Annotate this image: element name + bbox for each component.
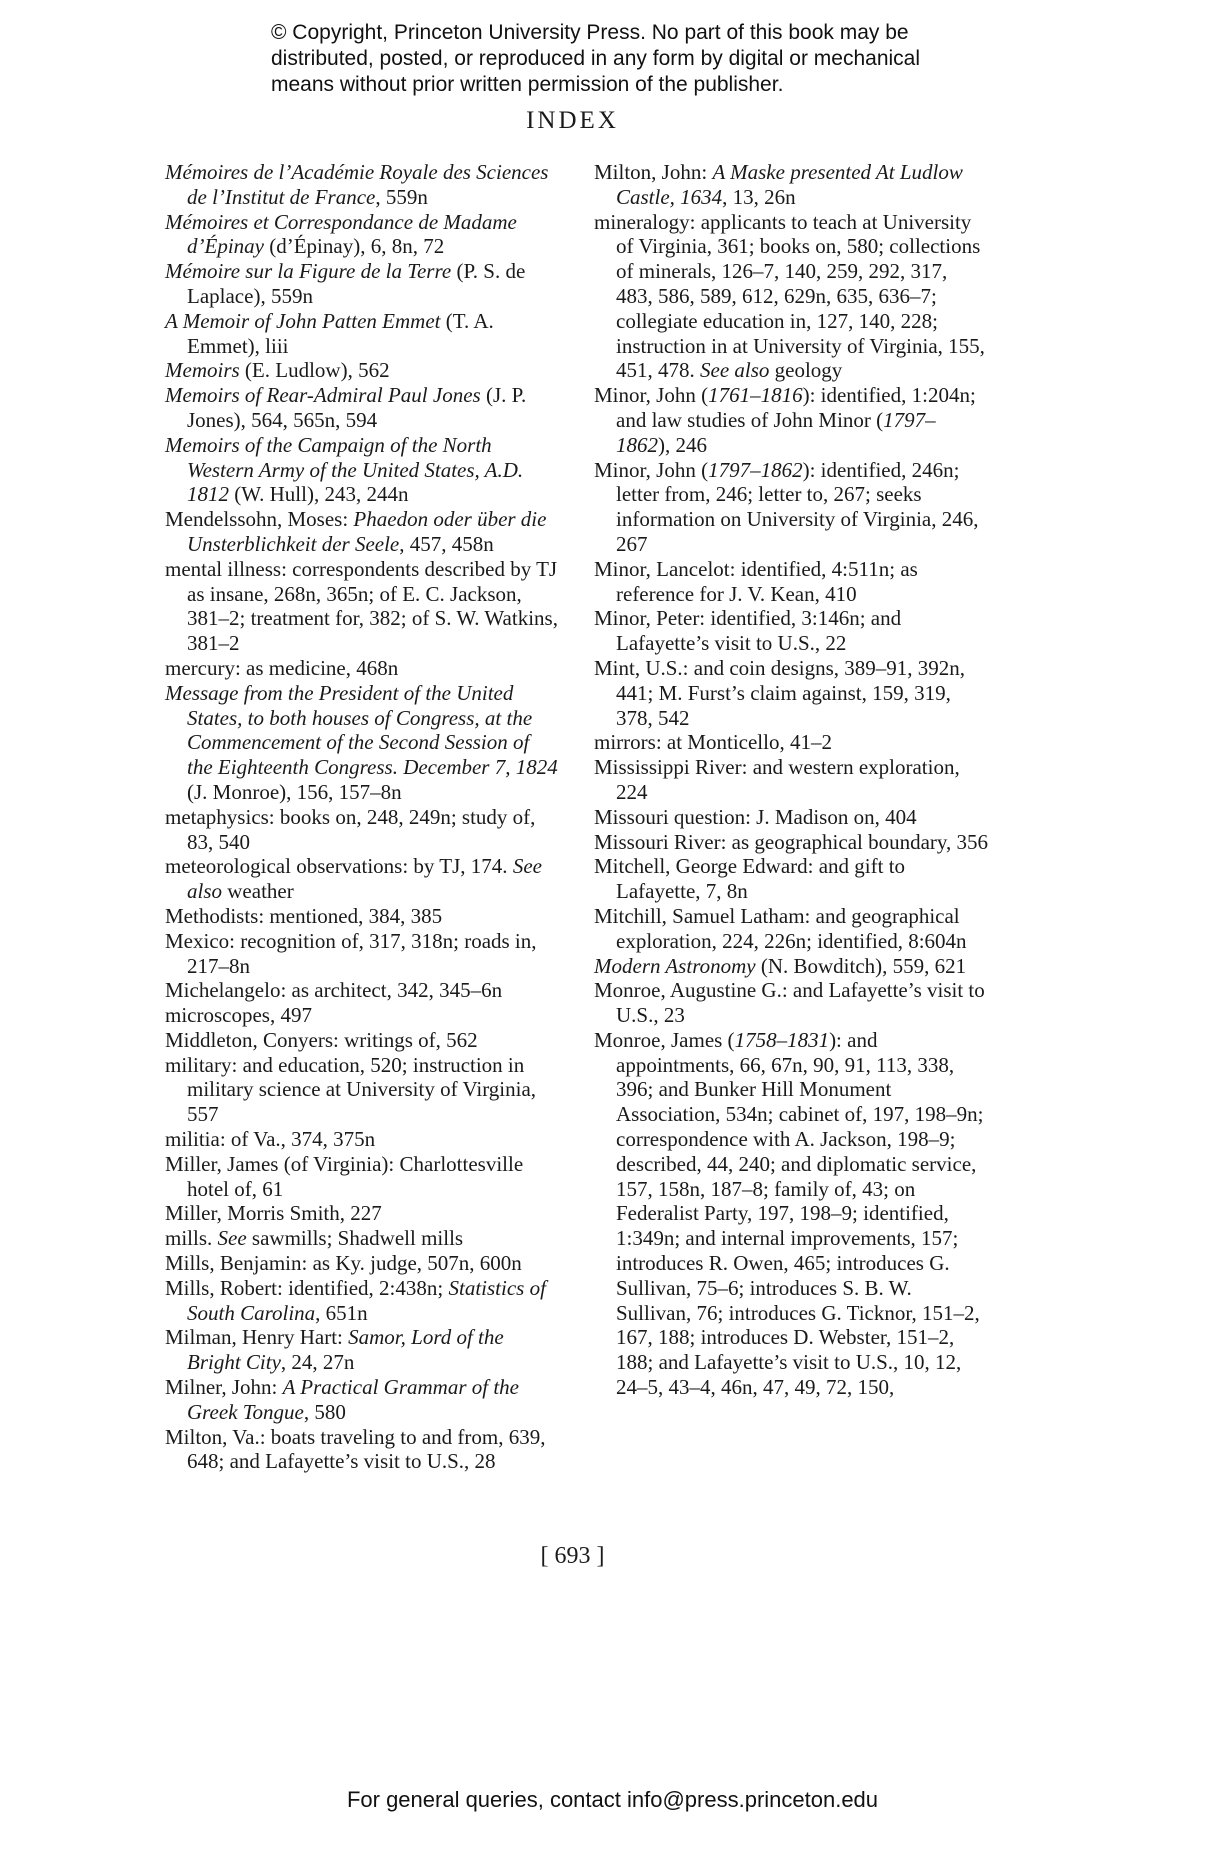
index-entry-italic-text: See also bbox=[700, 358, 770, 383]
index-entry bbox=[165, 1226, 560, 1251]
index-entry-text: ): identified, 1:204n; and law studies of John Minor ( bbox=[616, 383, 976, 432]
index-entry-italic-text: 1797–1862 bbox=[616, 407, 936, 457]
index-entry bbox=[165, 1276, 560, 1326]
index-entry-italic-text: Mémoire sur la Figure de la Terre bbox=[165, 259, 452, 284]
index-entry-italic-text: 1758–1831 bbox=[734, 1027, 830, 1052]
index-entry-text: (d’Épinay), 6, 8n, 72 bbox=[263, 234, 445, 259]
index-entry-text: Mitchell, George Edward: and gift to Lafayette, 7, 8n bbox=[594, 854, 906, 904]
index-entry bbox=[165, 383, 560, 433]
index-entry-italic-text: Message from the President of the United States, to both houses of Congress, at the Commencement of the Second Session of the Eighteenth Congress. December 7, 1824 bbox=[165, 680, 558, 780]
page-title: INDEX bbox=[526, 107, 619, 134]
index-column-left bbox=[165, 160, 560, 1474]
index-entry-italic-text: A Practical Grammar of the Greek Tongue bbox=[187, 1375, 520, 1424]
index-entry-text: Milner, John: bbox=[165, 1375, 283, 1400]
index-entry-italic-text: A Maske presented At Ludlow Castle, 1634 bbox=[616, 160, 963, 209]
index-entry bbox=[165, 210, 560, 260]
index-entry bbox=[165, 433, 560, 507]
index-entry bbox=[165, 557, 560, 656]
index-entry bbox=[165, 1028, 560, 1053]
index-entry bbox=[594, 904, 989, 954]
index-entry bbox=[165, 1251, 560, 1276]
index-entry bbox=[594, 557, 989, 607]
index-entry-text: (W. Hull), 243, 244n bbox=[229, 482, 409, 507]
index-entry-text: mental illness: correspondents described by TJ as insane, 268n, 365n; of E. C. Jackson, 381–2; treatment for, 382; of S. W. Watkins, 381–2 bbox=[165, 556, 558, 656]
index-entry-text: microscopes, 497 bbox=[165, 1003, 312, 1028]
index-entry-italic-text: Memoirs of Rear-Admiral Paul Jones bbox=[165, 383, 481, 408]
index-entry bbox=[165, 358, 560, 383]
index-entry-text: Middleton, Conyers: writings of, 562 bbox=[165, 1027, 478, 1052]
index-entry-text: metaphysics: books on, 248, 249n; study of, 83, 540 bbox=[165, 804, 536, 854]
index-entry bbox=[594, 656, 989, 730]
index-entry bbox=[165, 681, 560, 805]
index-entry-text: mirrors: at Monticello, 41–2 bbox=[594, 730, 832, 755]
index-entry-text: mills. bbox=[165, 1226, 218, 1251]
index-entry-text: military: and education, 520; instruction in military science at University of Virginia, 557 bbox=[165, 1052, 537, 1127]
index-entry bbox=[165, 1003, 560, 1028]
index-entry-italic-text: Mémoires et Correspondance de Madame d’Épinay bbox=[165, 209, 517, 259]
index-entry-text: Monroe, Augustine G.: and Lafayette’s visit to U.S., 23 bbox=[594, 978, 985, 1028]
index-entry bbox=[165, 1425, 560, 1475]
index-entry bbox=[165, 1201, 560, 1226]
index-entry bbox=[165, 1152, 560, 1202]
index-entry-italic-text: Phaedon oder über die Unsterblichkeit der Seele bbox=[187, 507, 547, 556]
copyright-line: distributed, posted, or reproduced in any form by digital or mechanical bbox=[271, 47, 921, 70]
index-entry-text: Milton, Va.: boats traveling to and from, 639, 648; and Lafayette’s visit to U.S., 28 bbox=[165, 1424, 546, 1474]
index-entry-text: Milton, John: bbox=[594, 160, 713, 184]
index-entry bbox=[165, 507, 560, 557]
index-entry-text: Missouri River: as geographical boundary, 356 bbox=[594, 829, 989, 854]
index-entry-text: (N. Bowditch), 559, 621 bbox=[755, 953, 967, 978]
page-number: [ 693 ] bbox=[540, 1543, 605, 1569]
index-entry-text: , 457, 458n bbox=[399, 531, 494, 556]
index-entry-text: (E. Ludlow), 562 bbox=[239, 358, 390, 383]
index-entry-italic-text: Memoirs bbox=[165, 358, 240, 383]
index-entry-text: , 13, 26n bbox=[722, 184, 796, 209]
index-entry bbox=[594, 383, 989, 457]
index-entry-text: Minor, Peter: identified, 3:146n; and Lafayette’s visit to U.S., 22 bbox=[594, 606, 902, 656]
copyright-line: © Copyright, Princeton University Press. No part of this book may be bbox=[271, 21, 909, 44]
index-entry-italic-text: See also bbox=[187, 854, 542, 904]
index-column-right bbox=[594, 160, 989, 1400]
index-entry-text: Monroe, James ( bbox=[594, 1027, 735, 1052]
index-entry-text: , 559n bbox=[375, 184, 428, 209]
index-entry bbox=[165, 1375, 560, 1425]
index-entry bbox=[165, 309, 560, 359]
index-entry-text: Minor, John ( bbox=[594, 383, 709, 408]
index-entry bbox=[165, 1127, 560, 1152]
index-entry-text: Mills, Robert: identified, 2:438n; bbox=[165, 1275, 449, 1300]
index-entry bbox=[165, 854, 560, 904]
index-entry bbox=[165, 805, 560, 855]
index-entry bbox=[594, 210, 989, 384]
index-entry bbox=[594, 805, 989, 830]
index-entry-text: Mendelssohn, Moses: bbox=[165, 507, 354, 532]
index-entry-text: Mitchill, Samuel Latham: and geographical exploration, 224, 226n; identified, 8:604n bbox=[594, 903, 967, 953]
index-entry bbox=[165, 1053, 560, 1127]
index-entry-text: sawmills; Shadwell mills bbox=[246, 1226, 464, 1251]
index-entry bbox=[594, 854, 989, 904]
index-entry-text: Mint, U.S.: and coin designs, 389–91, 392n, 441; M. Furst’s claim against, 159, 319, 378, 542 bbox=[594, 655, 965, 730]
index-entry-italic-text: 1797–1862 bbox=[708, 457, 803, 482]
index-entry-text: Mississippi River: and western exploration, 224 bbox=[594, 755, 960, 804]
index-entry-italic-text: Samor, Lord of the Bright City bbox=[187, 1325, 504, 1375]
index-entry-italic-text: Statistics of South Carolina bbox=[187, 1275, 546, 1325]
footer-contact: For general queries, contact info@press.princeton.edu bbox=[346, 1787, 879, 1812]
index-entry-text: , 24, 27n bbox=[280, 1350, 355, 1375]
index-entry bbox=[594, 606, 989, 656]
index-entry-text: geology bbox=[769, 358, 843, 383]
index-entry-text: , 580 bbox=[303, 1399, 346, 1424]
index-entry-text: Mills, Benjamin: as Ky. judge, 507n, 600n bbox=[165, 1251, 522, 1276]
index-entry-text: (J. Monroe), 156, 157–8n bbox=[187, 779, 402, 804]
copyright-notice bbox=[271, 20, 971, 98]
index-entry-text: militia: of Va., 374, 375n bbox=[165, 1127, 376, 1152]
index-entry bbox=[594, 978, 989, 1028]
copyright-line: means without prior written permission of the publisher. bbox=[271, 73, 784, 96]
index-entry bbox=[165, 1325, 560, 1375]
index-entry-text: Minor, Lancelot: identified, 4:511n; as reference for J. V. Kean, 410 bbox=[594, 556, 918, 606]
index-entry-text: ): and appointments, 66, 67n, 90, 91, 113, 338, 396; and Bunker Hill Monument Association, 534n; cabinet of, 197, 198–9n; correspondence with A. Jackson, 198–9; described, 44, 240; and diplomatic service, 157, 158n, 187–8; family of, 43; on Federalist Party, 197, 198–9; identified, 1:349n; and internal improvements, 157; introduces R. Owen, 465; introduces G. Sullivan, 75–6; introduces S. B. W. Sullivan, 76; introduces G. Ticknor, 151–2, 167, 188; introduces D. Webster, 151–2, 188; and Lafayette’s visit to U.S., 10, 12, 24–5, 43–4, 46n, 47, 49, 72, 150, bbox=[616, 1027, 984, 1400]
index-entry bbox=[165, 656, 560, 681]
index-entry bbox=[594, 1028, 989, 1400]
index-entry-italic-text: See bbox=[217, 1226, 247, 1251]
index-entry bbox=[594, 458, 989, 557]
index-entry-italic-text: 1761–1816 bbox=[708, 383, 803, 408]
index-entry-italic-text: Memoirs of the Campaign of the North Western Army of the United States, A.D. 1812 bbox=[165, 432, 524, 507]
index-entry-text: ): identified, 246n; letter from, 246; letter to, 267; seeks information on University of Virginia, 246, 267 bbox=[616, 457, 979, 556]
index-entry-text: mercury: as medicine, 468n bbox=[165, 655, 399, 680]
index-entry-text: mineralogy: applicants to teach at University of Virginia, 361; books on, 580; collections of minerals, 126–7, 140, 259, 292, 317, 483, 586, 589, 612, 629n, 635, 636–7; collegiate education in, 127, 140, 228; instruction in at University of Virginia, 155, 451, 478. bbox=[594, 209, 985, 383]
index-entry-text: Mexico: recognition of, 317, 318n; roads in, 217–8n bbox=[165, 928, 537, 978]
index-entry-text: meteorological observations: by TJ, 174. bbox=[165, 854, 513, 879]
index-entry-text: Miller, James (of Virginia): Charlottesville hotel of, 61 bbox=[165, 1151, 524, 1201]
index-entry-text: (P. S. de Laplace), 559n bbox=[187, 259, 526, 308]
index-entry-italic-text: Modern Astronomy bbox=[594, 953, 756, 978]
index-entry-text: , 651n bbox=[315, 1300, 368, 1325]
index-entry-text: (J. P. Jones), 564, 565n, 594 bbox=[187, 383, 527, 432]
index-entry-text: Michelangelo: as architect, 342, 345–6n bbox=[165, 978, 503, 1003]
index-entry-text: Methodists: mentioned, 384, 385 bbox=[165, 903, 443, 928]
index-entry-text: weather bbox=[222, 879, 294, 904]
index-entry bbox=[594, 755, 989, 805]
index-entry-text: Miller, Morris Smith, 227 bbox=[165, 1201, 382, 1226]
index-entry-text: Minor, John ( bbox=[594, 457, 709, 482]
index-entry bbox=[165, 929, 560, 979]
index-entry bbox=[594, 954, 989, 979]
index-entry bbox=[165, 978, 560, 1003]
index-entry bbox=[594, 830, 989, 855]
index-entry bbox=[594, 730, 989, 755]
index-entry-text: ), 246 bbox=[658, 432, 707, 457]
index-entry bbox=[165, 160, 560, 210]
index-entry-italic-text: Mémoires de l’Académie Royale des Sciences de l’Institut de France bbox=[165, 160, 549, 209]
index-entry-italic-text: A Memoir of John Patten Emmet bbox=[165, 308, 441, 333]
index-entry bbox=[165, 904, 560, 929]
index-entry-text: Missouri question: J. Madison on, 404 bbox=[594, 804, 917, 829]
index-entry-text: Milman, Henry Hart: bbox=[165, 1325, 349, 1350]
index-entry bbox=[594, 160, 989, 210]
index-entry bbox=[165, 259, 560, 309]
index-entry-text: (T. A. Emmet), liii bbox=[187, 308, 494, 358]
